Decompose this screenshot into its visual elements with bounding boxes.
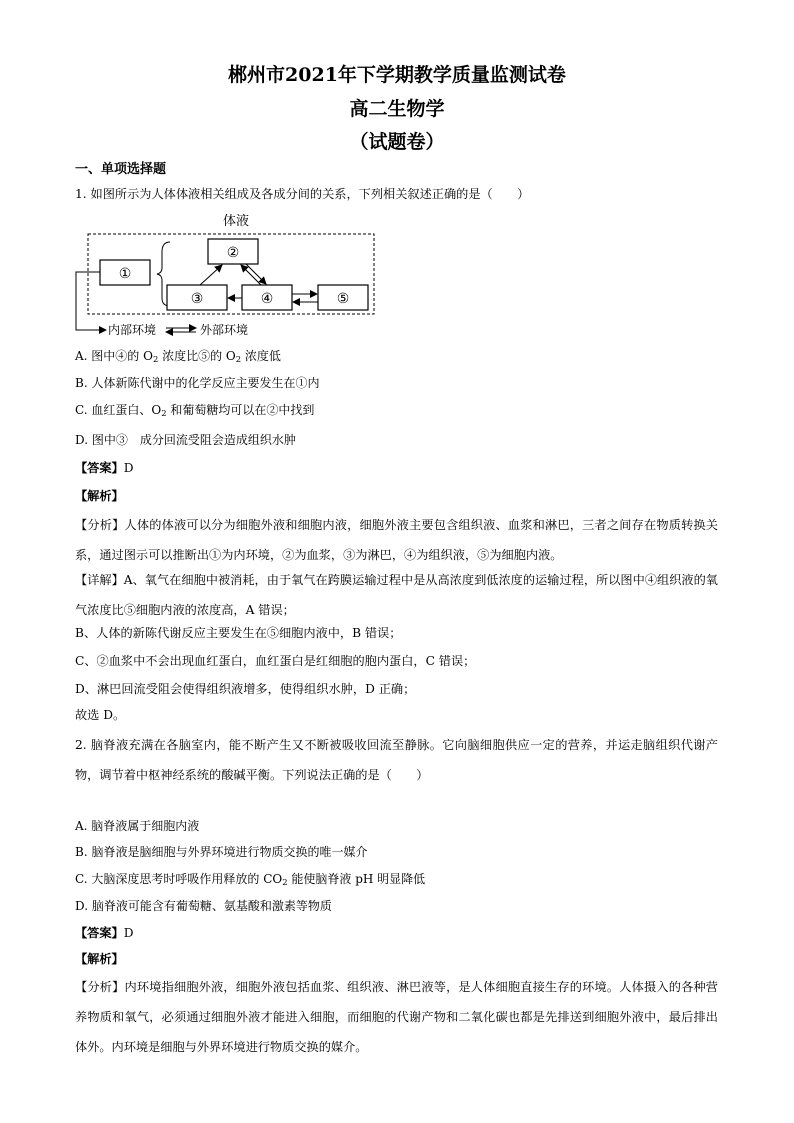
q2-stem: 2. 脑脊液充满在各脑室内，能不断产生又不断被吸收回流至静脉。它向脑细胞供应一定的营养，并运走脑组织代谢产物，调节着中枢神经系统的酸碱平衡。下列说法正确的是（ ） — [75, 738, 718, 782]
exam-title: 郴州市2021年下学期教学质量监测试卷 — [228, 64, 566, 86]
arrow-2-to-4 — [246, 264, 266, 284]
box-2-label: ② — [226, 245, 240, 261]
q1-analysis-paragraph: 【分析】人体的体液可以分为细胞外液和细胞内液，细胞外液主要包含组织液、血浆和淋巴，三者之间存在物质转换关系，通过图示可以推断出①为内环境，②为血浆，③为淋巴，④为组织液，⑤为细胞内液。 — [75, 518, 718, 562]
diagram-top-label: 体液 — [222, 214, 250, 229]
arrow-3-to-2 — [200, 265, 222, 285]
q1-stem: 1. 如图所示为人体体液相关组成及各成分间的关系，下列相关叙述正确的是（ ） — [75, 187, 530, 201]
q1-analysis-tag: 【解析】 — [75, 489, 124, 503]
q1-detail-b: B、人体的新陈代谢反应主要发生在⑤细胞内液中，B 错误； — [75, 626, 402, 640]
answer-tag: 【答案】 — [75, 461, 124, 475]
q2-option-a: A. 脑脊液属于细胞内液 — [75, 819, 200, 833]
q1-option-c: C. 血红蛋白、$O_2$ 和葡萄糖均可以在②中找到 — [75, 403, 315, 419]
q2-option-b: B. 脑脊液是脑细胞与外界环境进行物质交换的唯一媒介 — [75, 845, 368, 859]
q1-conclusion: 故选 D。 — [75, 708, 126, 722]
q2-answer — [75, 927, 134, 939]
q1-option-d: D. 图中③ 成分回流受阻会造成组织水肿 — [75, 433, 296, 447]
q2-option-d: D. 脑脊液可能含有葡萄糖、氨基酸和激素等物质 — [75, 899, 332, 913]
box-3-label: ③ — [190, 291, 204, 307]
q2-analysis-paragraph: 【分析】内环境指细胞外液，细胞外液包括血浆、组织液、淋巴液等，是人体细胞直接生存的环境。人体摄入的各种营养物质和氧气，必须通过细胞外液才能进入细胞，而细胞的代谢产物和二氧化碳也都是先排送到细胞外液中，最后排出体外。内环境是细胞与外界环境进行物质交换的媒介。 — [75, 980, 718, 1054]
box-5-label: ⑤ — [336, 291, 350, 307]
arrow-4-to-2 — [241, 265, 261, 285]
q2-option-c: C. 大脑深度思考时呼吸作用释放的 $CO_2$ 能使脑脊液 pH 明显降低 — [75, 872, 426, 888]
q1-detail-d: D、淋巴回流受阻会使得组织液增多，使得组织水肿，D 正确； — [75, 682, 416, 696]
q2-analysis-tag: 【解析】 — [75, 952, 124, 966]
external-env-label: 外部环境 — [200, 323, 249, 337]
answer-value: D — [123, 461, 134, 475]
answer-value: D — [123, 926, 134, 940]
section-heading: 一、单项选择题 — [75, 162, 167, 177]
q1-answer — [75, 462, 134, 474]
paper-type: （试题卷） — [349, 131, 445, 153]
q1-detail-c: C、②血浆中不会出现血红蛋白，血红蛋白是红细胞的胞内蛋白，C 错误； — [75, 654, 476, 668]
body-fluid-diagram — [68, 208, 388, 338]
answer-tag: 【答案】 — [75, 926, 124, 940]
internal-env-label: 内部环境 — [108, 323, 157, 337]
subject-title: 高二生物学 — [349, 98, 445, 120]
q1-detail-a: 【详解】A、氧气在细胞中被消耗，由于氧气在跨膜运输过程中是从高浓度到低浓度的运输过程，所以图中④组织液的氧气浓度比⑤细胞内液的浓度高，A 错误； — [75, 573, 718, 617]
q1-option-a: A. 图中④的 $O_2$ 浓度比⑤的 $O_2$ 浓度低 — [75, 349, 281, 365]
box-1-label: ① — [118, 266, 132, 282]
box-4-label: ④ — [260, 291, 274, 307]
q1-option-b: B. 人体新陈代谢中的化学反应主要发生在①内 — [75, 376, 320, 390]
